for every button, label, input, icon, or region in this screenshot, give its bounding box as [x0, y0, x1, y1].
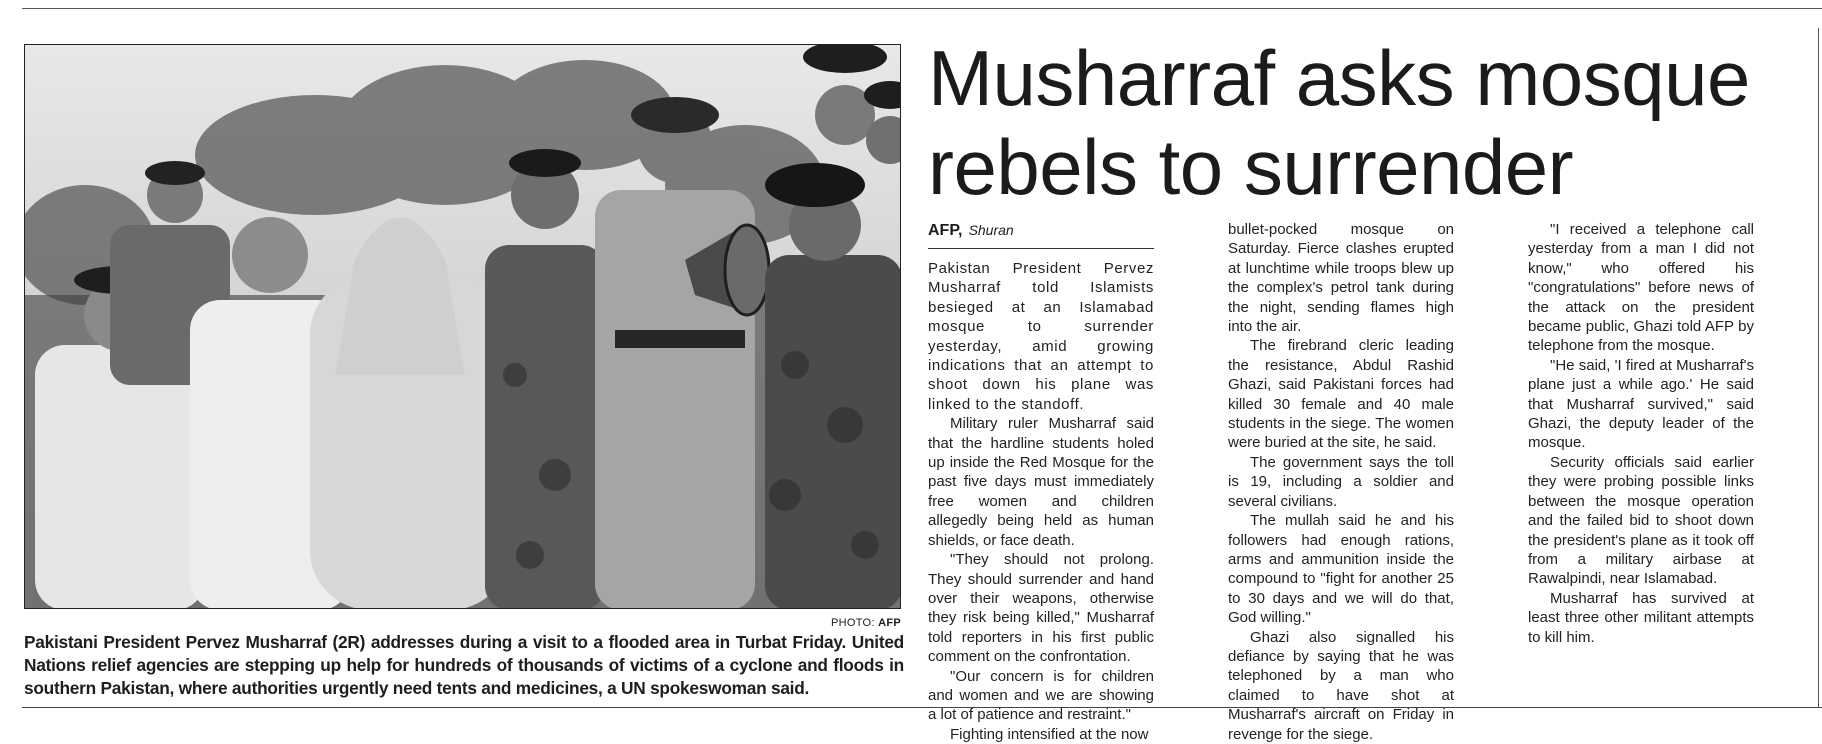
paragraph: Fighting intensified at the now	[950, 725, 1149, 743]
paragraph: "Our concern is for children and women and we are showing a lot of patience and restraint."	[928, 667, 1154, 724]
byline-place: Shuran	[968, 222, 1014, 238]
news-photo	[24, 44, 901, 609]
paragraph: Military ruler Musharraf said that the hardline students holed up inside the Red Mosque for the past five days must immediately free women and children allegedly being held as human shields, or face death.	[928, 415, 1154, 549]
paragraph: "I received a telephone call yesterday from a man I did not know," who offered his "congratulations" before news of the attack on the president became public, Ghazi told AFP by telephone from the mosque.	[1528, 221, 1754, 355]
article-column-1	[928, 259, 1154, 744]
article-column-2	[1228, 220, 1454, 744]
byline-rule	[928, 248, 1154, 249]
paragraph: "They should not prolong. They should surrender and hand over their weapons, otherwise they risk being killed," Musharraf told reporters in his first public comment on the confrontation.	[928, 551, 1154, 666]
paragraph: Musharraf has survived at least three other militant attempts to kill him.	[1528, 589, 1754, 646]
paragraph: Pakistan President Pervez Musharraf told Islamists besieged at an Islamabad mosque to surrender yesterday, amid growing indications that an attempt to shoot down his plane was linked to the standoff.	[928, 260, 1154, 413]
bottom-rule	[22, 707, 1822, 708]
paragraph: The firebrand cleric leading the resistance, Abdul Rashid Ghazi, said Pakistani forces had killed 30 female and 40 male students in the siege. The women were buried at the site, he said.	[1228, 337, 1454, 452]
photo-credit-source: AFP	[878, 617, 901, 629]
paragraph: The government says the toll is 19, including a soldier and several civilians.	[1228, 453, 1454, 510]
paragraph: The mullah said he and his followers had enough rations, arms and ammunition inside the compound to "fight for another 25 to 30 days and we will do that, God willing."	[1228, 512, 1454, 627]
top-rule	[22, 8, 1822, 9]
photo-credit	[24, 617, 901, 629]
paragraph: "He said, 'I fired at Musharraf's plane just a while ago.' He said that Musharraf survived," said Ghazi, the deputy leader of the mosque.	[1528, 356, 1754, 452]
byline-agency: AFP,	[928, 222, 963, 239]
headline: Musharraf asks mosque rebels to surrender	[928, 34, 1750, 211]
photo-caption: Pakistani President Pervez Musharraf (2R) addresses during a visit to a flooded area in Turbat Friday. United Nations relief agencies are stepping up help for hundreds of thousands of victims of a cyclone and floods in southern Pakistan, where authorities urgently need tents and medicines, a UN spokeswoman said.	[24, 632, 904, 698]
article-column-3	[1528, 220, 1754, 647]
paragraph: Security officials said earlier they were probing possible links between the mosque operation and the failed bid to shoot down the president's plane as it took off from a military airbase at Rawalpindi, near Islamabad.	[1528, 453, 1754, 588]
byline	[928, 222, 1014, 240]
right-rule	[1818, 28, 1819, 708]
photo-credit-label: PHOTO:	[830, 617, 875, 629]
paragraph: bullet-pocked mosque on Saturday. Fierce clashes erupted at lunchtime while troops blew up the complex's petrol tank during the night, sending flames high into the air.	[1228, 221, 1454, 336]
paragraph: Ghazi also signalled his defiance by saying that he was telephoned by a man who claimed to have shot at Musharraf's aircraft on Friday in revenge for the siege.	[1228, 628, 1454, 743]
